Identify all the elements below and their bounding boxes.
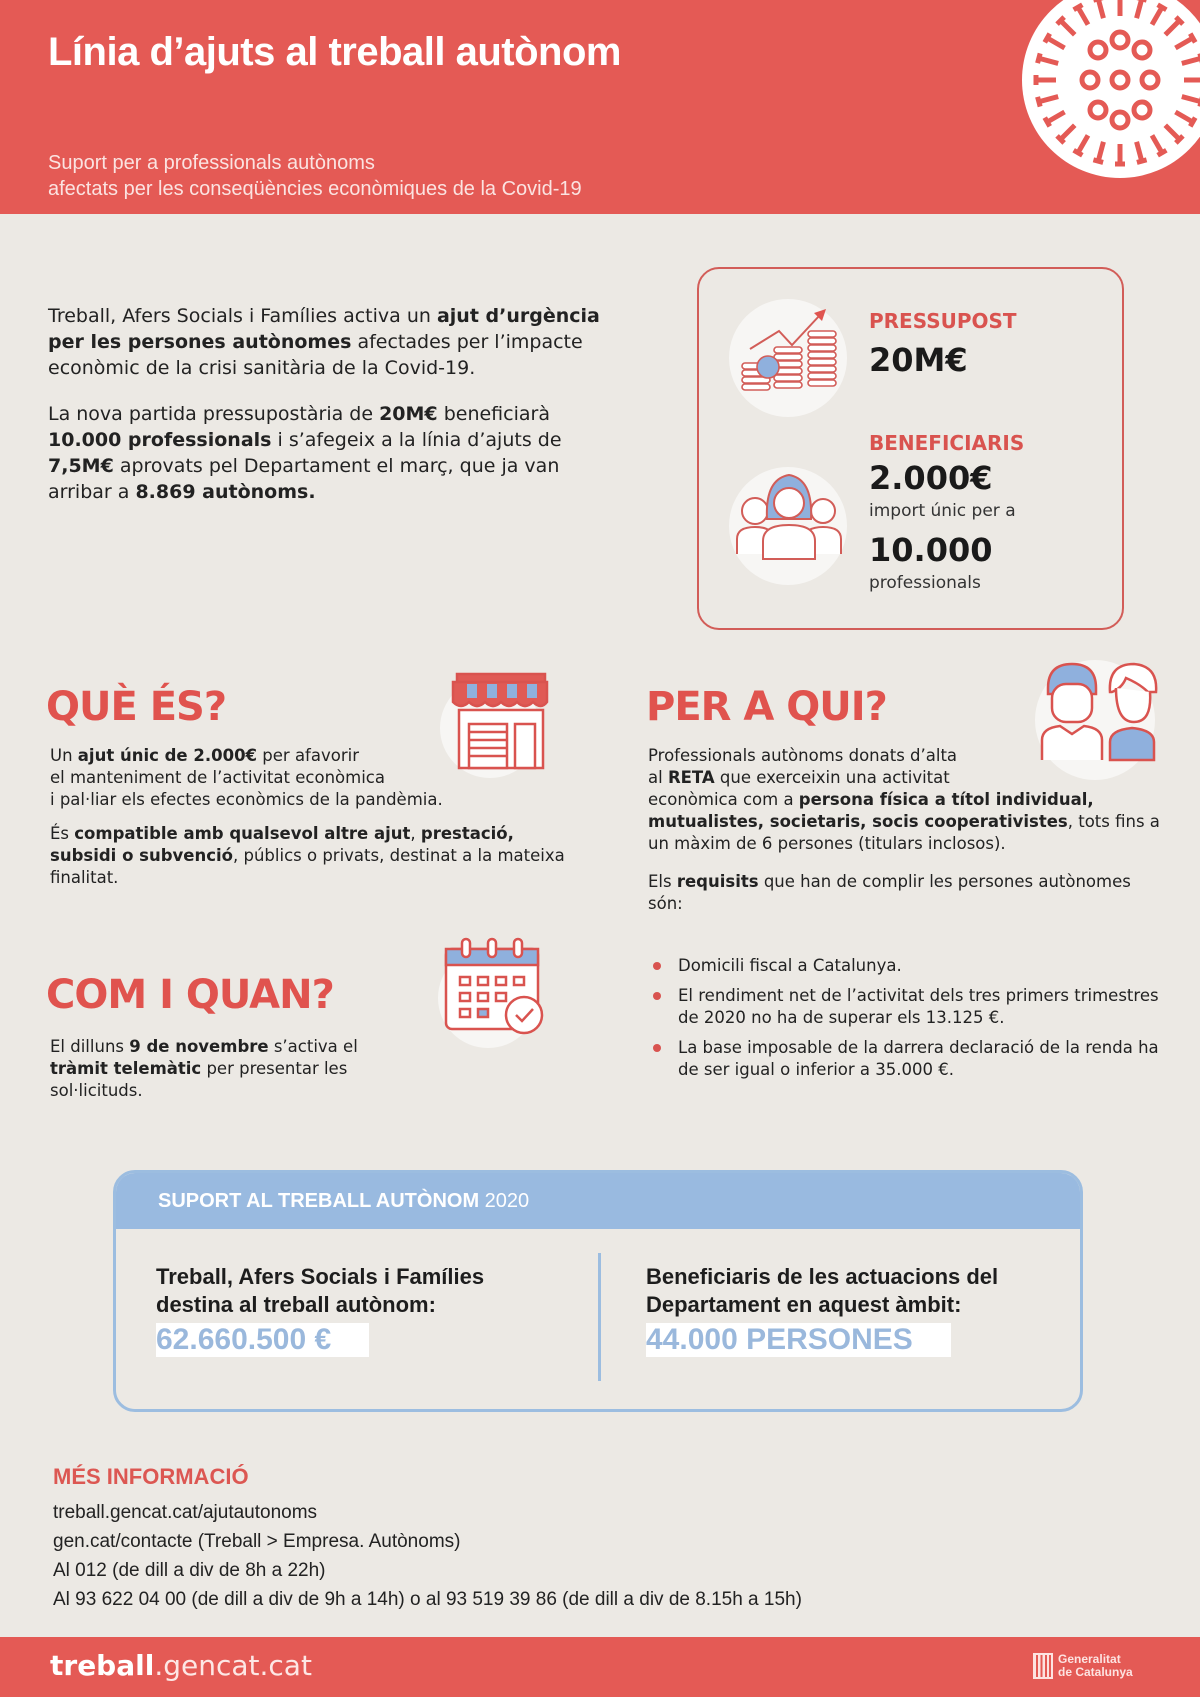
- more-info-phone: Al 012 (de dill a div de 8h a 22h): [53, 1560, 326, 1581]
- professionals-caption: professionals: [869, 573, 981, 593]
- footer-site-link[interactable]: treball.gencat.cat: [50, 1649, 312, 1682]
- per-a-qui-paragraph-1: Professionals autònoms donats d’alta al RETA que exerceixin una activitat econòmica com a persona física a títol individual, mutualistes, societaris, socis cooperativistes, tots fins a un màxim de 6 persones (titulars inclosos).: [648, 746, 1160, 853]
- que-es-paragraph-2: És compatible amb qualsevol altre ajut, prestació, subsidi o subvenció, públics o privats, destinat a la mateixa finalitat.: [50, 824, 565, 887]
- budget-label: PRESSUPOST: [869, 309, 1017, 333]
- support-budget: [156, 1263, 484, 1357]
- bullet-icon: [653, 962, 661, 970]
- requirement-item: El rendiment net de l’activitat dels tres primers trimestres de 2020 no ha de superar els 13.125 €.: [650, 985, 1170, 1029]
- more-info: [53, 1464, 802, 1614]
- support-beneficiaries-value: 44.000 PERSONES: [646, 1323, 951, 1357]
- stats-box: [697, 267, 1124, 630]
- support-beneficiaries-label: Beneficiaris de les actuacions del: [646, 1264, 999, 1289]
- calendar-check-icon: [440, 935, 552, 1043]
- que-es-text: [50, 745, 570, 901]
- support-box: [113, 1170, 1083, 1412]
- more-info-link[interactable]: treball.gencat.cat/ajutautonoms: [53, 1502, 318, 1523]
- intro-text: [48, 303, 608, 525]
- subtitle-line: Suport per a professionals autònoms: [48, 152, 375, 174]
- gencat-logo-text: Generalitat de Catalunya: [1058, 1652, 1133, 1679]
- page-subtitle: [48, 150, 582, 202]
- support-heading: SUPORT AL TREBALL AUTÒNOM 2020: [116, 1173, 1080, 1229]
- beneficiaries-label: BENEFICIARIS: [869, 431, 1025, 455]
- budget-value: 20M€: [869, 341, 968, 379]
- support-beneficiaries: [646, 1263, 998, 1357]
- bullet-icon: [653, 1044, 661, 1052]
- people-group-icon: [729, 459, 849, 569]
- que-es-title: QUÈ ÉS?: [46, 684, 227, 730]
- footer: [0, 1637, 1200, 1697]
- intro-paragraph-1: Treball, Afers Socials i Famílies activa un ajut d’urgència per les persones autònomes afectades per l’impacte econòmic de la crisi sanitària de la Covid-19.: [48, 305, 600, 379]
- support-budget-label: Treball, Afers Socials i Famílies: [156, 1264, 485, 1289]
- more-info-contact-link[interactable]: gen.cat/contacte (Treball > Empresa. Autònoms): [53, 1531, 461, 1552]
- com-i-quan-title: COM I QUAN?: [46, 972, 334, 1018]
- com-i-quan-text: [50, 1036, 410, 1114]
- requirement-item: La base imposable de la darrera declaració de la renda ha de ser igual o inferior a 35.000 €.: [650, 1037, 1170, 1081]
- que-es-paragraph-1: Un ajut únic de 2.000€ per afavorir el manteniment de l’activitat econòmica i pal·liar els efectes econòmics de la pandèmia.: [50, 746, 443, 809]
- per-a-qui-text: [648, 745, 1168, 927]
- header-banner: [0, 0, 1200, 214]
- more-info-heading: MÉS INFORMACIÓ: [53, 1464, 249, 1489]
- virus-spike-cap: [1038, 97, 1041, 107]
- intro-paragraph-2: La nova partida pressupostària de 20M€ beneficiarà 10.000 professionals i s’afegeix a la línia d’ajuts de 7,5M€ aprovats pel Departament el març, que ja van arribar a 8.869 autònoms.: [48, 403, 562, 503]
- virus-icon: [1020, 0, 1200, 180]
- page-title: Línia d’ajuts al treball autònom: [48, 30, 621, 74]
- support-budget-value: 62.660.500 €: [156, 1323, 369, 1357]
- amount-value: 2.000€: [869, 459, 993, 497]
- support-divider: [598, 1253, 601, 1381]
- per-a-qui-paragraph-2: Els requisits que han de complir les persones autònomes són:: [648, 872, 1131, 913]
- requirement-item: Domicili fiscal a Catalunya.: [650, 955, 1170, 977]
- support-budget-label: destina al treball autònom:: [156, 1292, 436, 1317]
- senyera-icon: [1033, 1653, 1053, 1679]
- virus-spike-cap: [1093, 160, 1103, 163]
- subtitle-line: afectats per les conseqüències econòmiques de la Covid-19: [48, 178, 582, 200]
- professionals-value: 10.000: [869, 531, 993, 569]
- gencat-logo: [1033, 1653, 1133, 1679]
- virus-spike-cap: [1038, 53, 1041, 63]
- com-i-quan-paragraph: El dilluns 9 de novembre s’activa el tràmit telemàtic per presentar les sol·licituds.: [50, 1037, 358, 1100]
- bullet-icon: [653, 992, 661, 1000]
- amount-caption: import únic per a: [869, 501, 1016, 521]
- support-beneficiaries-label: Departament en aquest àmbit:: [646, 1292, 962, 1317]
- per-a-qui-title: PER A QUI?: [646, 684, 887, 730]
- virus-spike-cap: [1137, 160, 1147, 163]
- requirements-list: [650, 955, 1170, 1089]
- coins-growth-icon: [734, 299, 844, 409]
- more-info-phones: Al 93 622 04 00 (de dill a div de 9h a 14h) o al 93 519 39 86 (de dill a div de 8.15h a 15h): [53, 1589, 802, 1610]
